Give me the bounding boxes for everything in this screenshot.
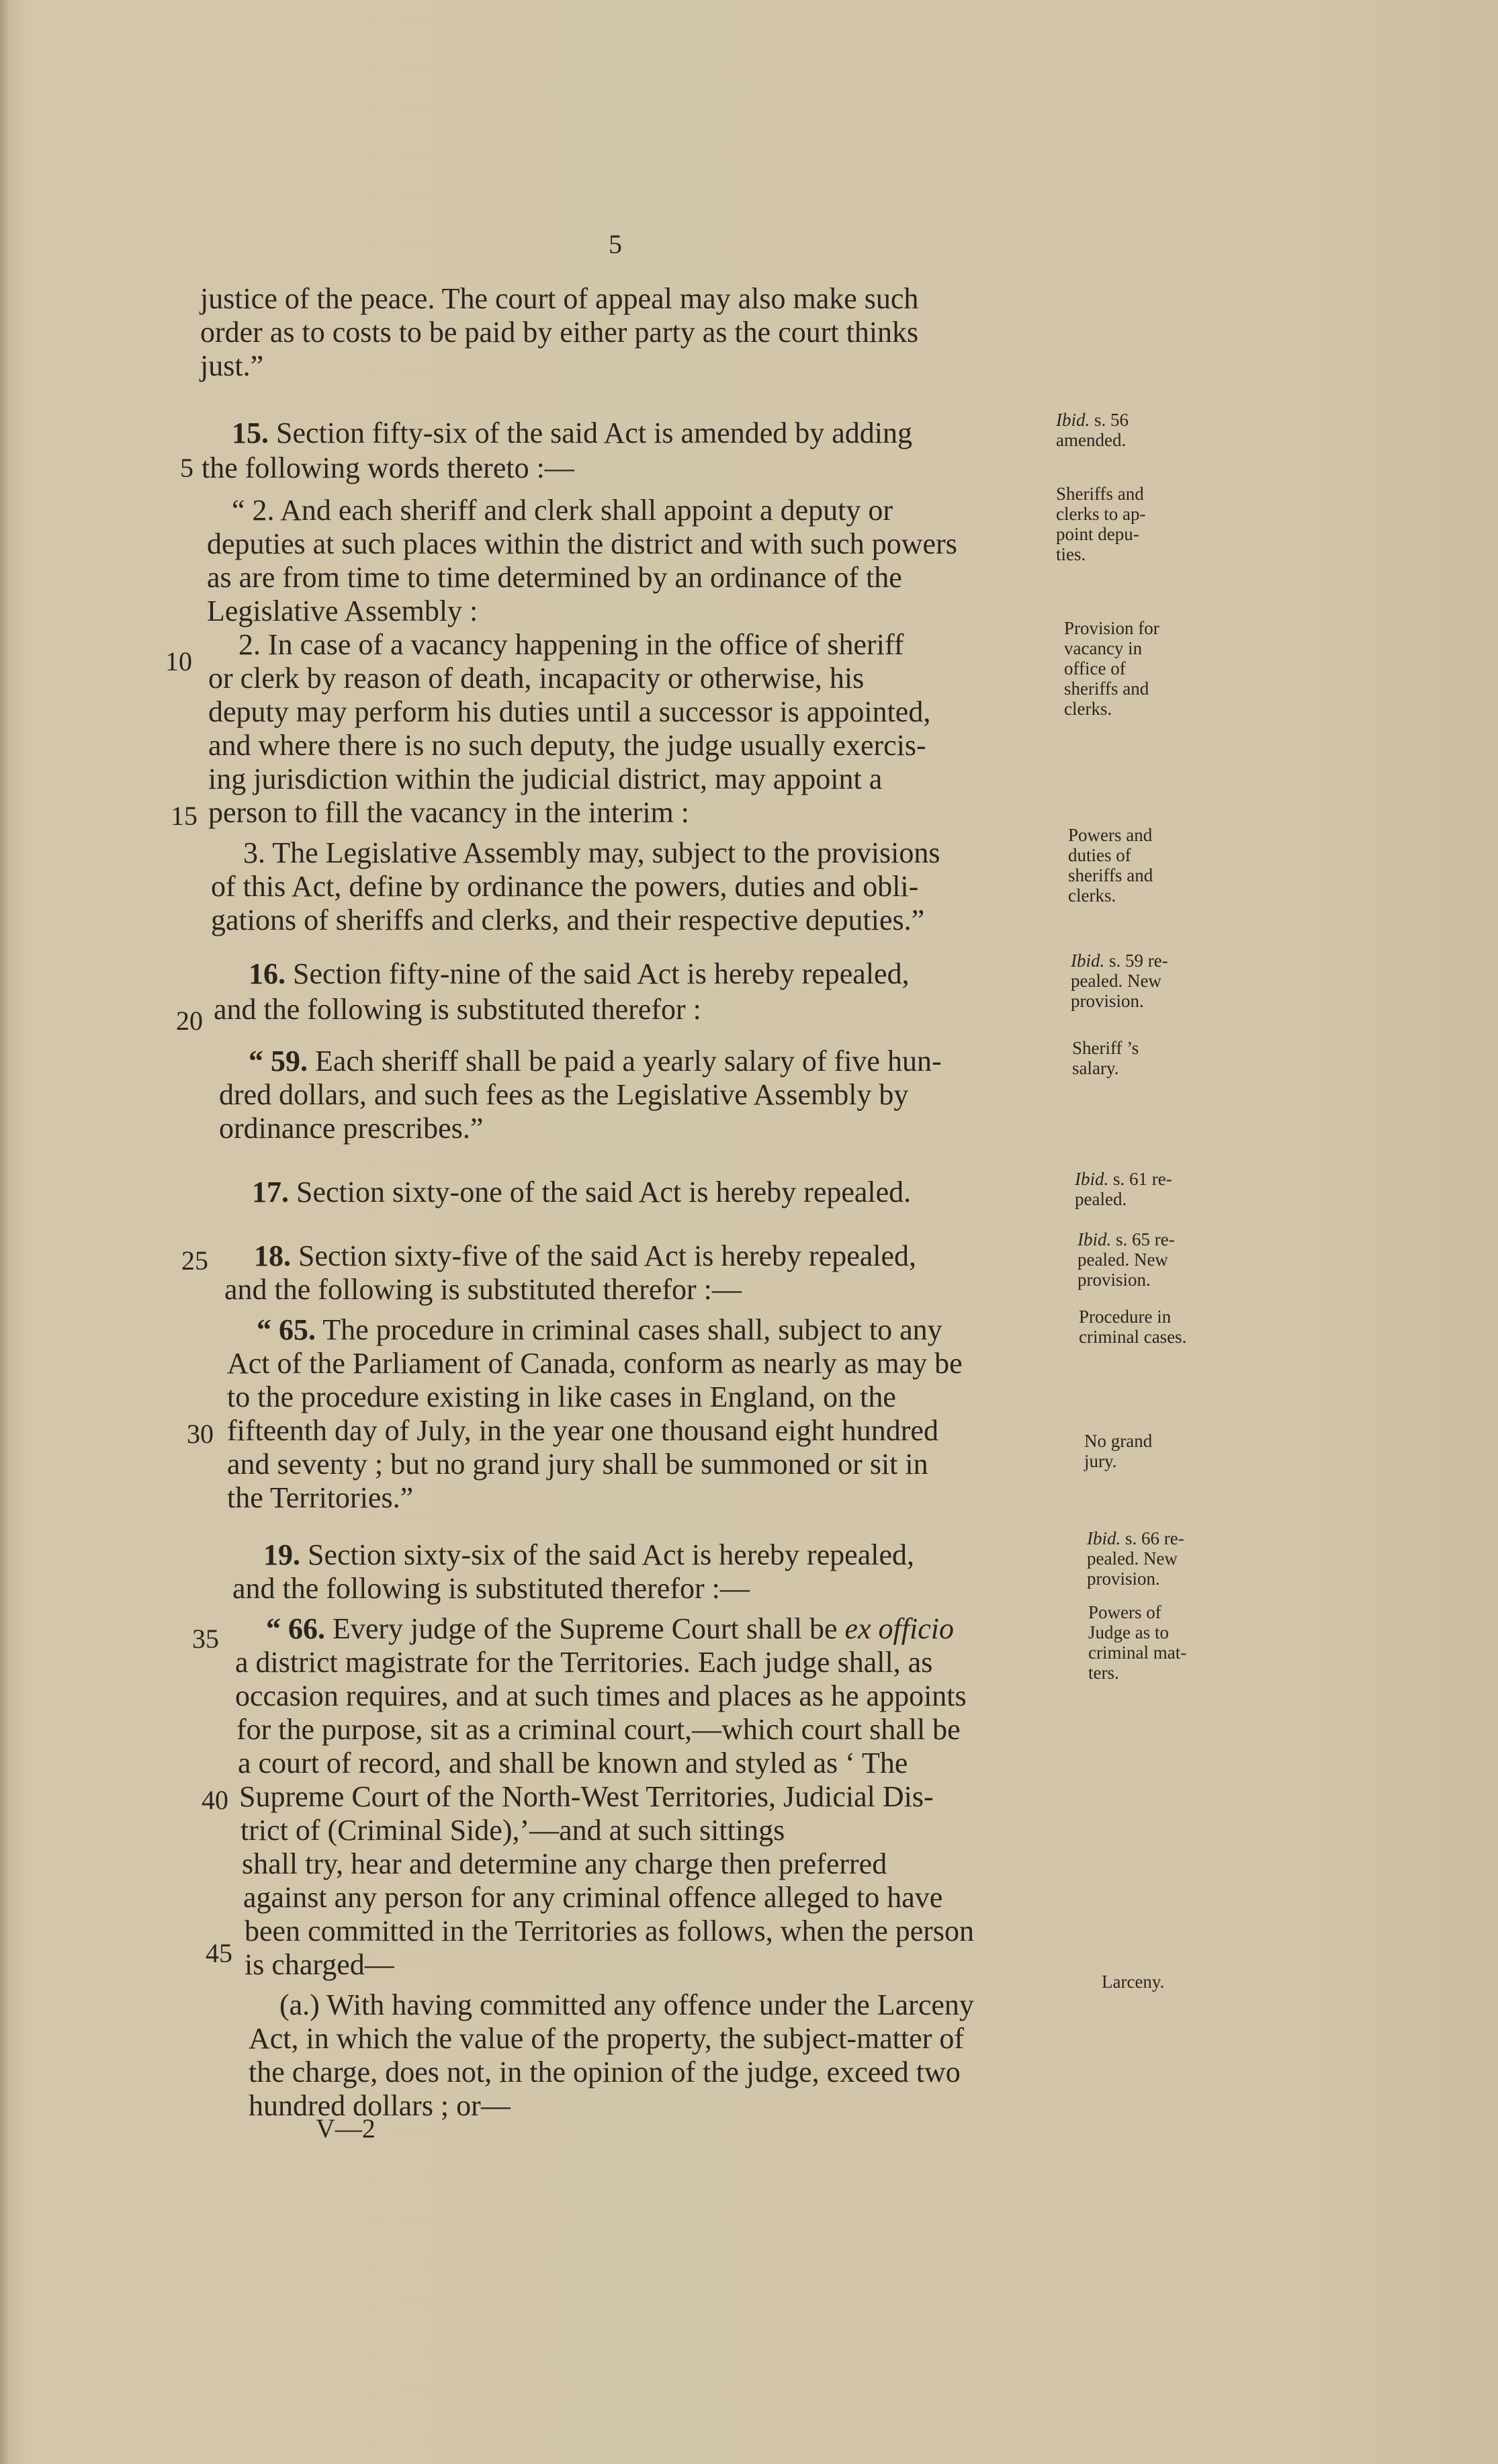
margin-note-line: jury. <box>1084 1451 1117 1471</box>
margin-note <box>1064 618 1159 719</box>
text-line: and the following is substituted therefor :— <box>224 1273 742 1306</box>
margin-note-line: criminal cases. <box>1079 1327 1187 1347</box>
margin-note-line: Powers of <box>1088 1602 1161 1622</box>
margin-note-line: provision. <box>1077 1270 1151 1290</box>
margin-note-line: ters. <box>1088 1663 1119 1683</box>
text-line: to the procedure existing in like cases in England, on the <box>227 1380 896 1413</box>
margin-note-line: clerks. <box>1068 885 1116 906</box>
text-line: 18. Section sixty-five of the said Act is hereby repealed, <box>254 1239 917 1272</box>
margin-note <box>1079 1307 1186 1347</box>
margin-note-line: clerks to ap- <box>1056 504 1146 524</box>
margin-note-line: duties of <box>1068 845 1131 865</box>
text-line: been committed in the Territories as follows, when the person <box>245 1915 975 1947</box>
text-line: as are from time to time determined by an ordinance of the <box>207 561 902 594</box>
margin-note-line: amended. <box>1056 430 1127 450</box>
margin-note <box>1088 1602 1186 1683</box>
text-line: ordinance prescribes.” <box>219 1112 484 1145</box>
line-number: 25 <box>181 1245 208 1276</box>
text-line: “ 66. Every judge of the Supreme Court shall be ex officio <box>266 1612 954 1645</box>
text-line: and the following is substituted therefor : <box>214 993 701 1026</box>
text-line: against any person for any criminal offence alleged to have <box>243 1881 943 1914</box>
margin-note-line: No grand <box>1084 1431 1153 1451</box>
text-line: the Territories.” <box>227 1481 414 1514</box>
text-line: 19. Section sixty-six of the said Act is hereby repealed, <box>263 1538 914 1571</box>
margin-note-line: Sheriff ’s <box>1072 1038 1139 1058</box>
text-line: dred dollars, and such fees as the Legislative Assembly by <box>219 1078 909 1111</box>
text-line: justice of the peace. The court of appeal may also make such <box>200 282 919 315</box>
margin-note-line: Ibid. s. 65 re- <box>1077 1229 1175 1249</box>
margin-note-line: pealed. New <box>1071 971 1161 991</box>
margin-note <box>1084 1431 1152 1471</box>
text-line: 16. Section fifty-nine of the said Act is hereby repealed, <box>249 957 910 990</box>
text-line: the charge, does not, in the opinion of the judge, exceed two <box>249 2056 961 2088</box>
margin-note <box>1068 825 1153 906</box>
text-line: hundred dollars ; or— <box>249 2089 511 2122</box>
margin-note <box>1071 951 1168 1011</box>
margin-note-line: sheriffs and <box>1068 865 1153 885</box>
line-number: 5 <box>180 453 193 483</box>
text-line: is charged— <box>245 1948 394 1981</box>
text-line: a district magistrate for the Territories. Each judge shall, as <box>235 1646 933 1679</box>
margin-note-line: Powers and <box>1068 825 1153 845</box>
text-line: a court of record, and shall be known and styled as ‘ The <box>238 1747 908 1779</box>
text-line: Legislative Assembly : <box>207 595 478 627</box>
margin-note <box>1056 484 1145 564</box>
text-line: “ 59. Each sheriff shall be paid a yearly salary of five hun- <box>249 1045 942 1077</box>
text-line: person to fill the vacancy in the interim : <box>208 796 690 829</box>
margin-note-line: pealed. New <box>1087 1548 1178 1569</box>
margin-note-line: Ibid. s. 66 re- <box>1087 1528 1184 1548</box>
margin-note-line: Provision for <box>1064 618 1159 638</box>
text-line: 3. The Legislative Assembly may, subject to the provisions <box>243 836 940 869</box>
line-number: 45 <box>206 1938 232 1968</box>
margin-note <box>1102 1972 1164 1992</box>
margin-note-line: criminal mat- <box>1088 1642 1187 1663</box>
page-number: 5 <box>609 229 622 259</box>
margin-note-line: salary. <box>1072 1058 1119 1078</box>
margin-note-line: Larceny. <box>1102 1972 1165 1992</box>
line-number: 10 <box>165 646 192 676</box>
margin-note-line: office of <box>1064 658 1126 678</box>
text-line: 2. In case of a vacancy happening in the office of sheriff <box>238 628 904 661</box>
margin-note-line: Sheriffs and <box>1056 484 1144 504</box>
text-line: and seventy ; but no grand jury shall be summoned or sit in <box>227 1448 928 1481</box>
text-line: “ 65. The procedure in criminal cases shall, subject to any <box>257 1313 942 1346</box>
line-number: 30 <box>187 1419 214 1449</box>
margin-note <box>1056 410 1129 450</box>
text-line: 17. Section sixty-one of the said Act is hereby repealed. <box>252 1176 912 1208</box>
margin-note-line: Ibid. s. 59 re- <box>1071 951 1168 971</box>
margin-note-line: pealed. New <box>1077 1249 1168 1270</box>
line-number: 15 <box>171 801 197 831</box>
text-line: deputies at such places within the district and with such powers <box>207 527 957 560</box>
text-line: order as to costs to be paid by either party as the court thinks <box>200 316 919 349</box>
margin-note-line: Ibid. s. 61 re- <box>1075 1169 1172 1189</box>
text-line: and where there is no such deputy, the judge usually exercis- <box>208 729 926 762</box>
signature-mark: V—2 <box>316 2113 376 2144</box>
margin-note-line: point depu- <box>1056 524 1139 544</box>
text-line: gations of sheriffs and clerks, and their respective deputies.” <box>211 904 925 936</box>
margin-note-line: pealed. <box>1075 1189 1127 1209</box>
text-line: the following words thereto :— <box>202 451 574 484</box>
text-line: “ 2. And each sheriff and clerk shall appoint a deputy or <box>232 494 893 527</box>
margin-note-line: Procedure in <box>1079 1307 1172 1327</box>
text-line: trict of (Criminal Side),’—and at such sittings <box>240 1814 785 1847</box>
text-line: just.” <box>200 349 264 382</box>
text-line: of this Act, define by ordinance the powers, duties and obli- <box>211 870 919 903</box>
text-line: Supreme Court of the North-West Territories, Judicial Dis- <box>239 1780 934 1813</box>
margin-note-line: sheriffs and <box>1064 678 1149 699</box>
text-line: Act of the Parliament of Canada, conform as nearly as may be <box>227 1347 963 1380</box>
margin-note-line: ties. <box>1056 544 1086 564</box>
line-number: 20 <box>176 1006 203 1036</box>
text-line: or clerk by reason of death, incapacity or otherwise, his <box>208 662 865 695</box>
margin-note <box>1075 1169 1172 1209</box>
margin-note-line: Judge as to <box>1088 1622 1169 1642</box>
line-number: 35 <box>192 1624 219 1654</box>
text-line: (a.) With having committed any offence under the Larceny <box>279 1988 974 2021</box>
text-line: 15. Section fifty-six of the said Act is amended by adding <box>232 416 913 449</box>
text-line: deputy may perform his duties until a successor is appointed, <box>208 695 931 728</box>
text-line: shall try, hear and determine any charge then preferred <box>242 1847 887 1880</box>
margin-note <box>1072 1038 1139 1078</box>
text-line: fifteenth day of July, in the year one thousand eight hundred <box>227 1414 938 1447</box>
margin-note-line: clerks. <box>1064 699 1112 719</box>
margin-note-line: provision. <box>1071 991 1144 1011</box>
margin-note-line: vacancy in <box>1064 638 1143 658</box>
margin-note <box>1077 1229 1175 1290</box>
text-line: occasion requires, and at such times and places as he appoints <box>235 1679 967 1712</box>
margin-note <box>1087 1528 1184 1589</box>
line-number: 40 <box>202 1785 228 1815</box>
text-line: Act, in which the value of the property, the subject-matter of <box>249 2022 965 2055</box>
margin-note-line: provision. <box>1087 1569 1160 1589</box>
text-line: ing jurisdiction within the judicial district, may appoint a <box>208 762 883 795</box>
margin-note-line: Ibid. s. 56 <box>1056 410 1129 430</box>
text-line: for the purpose, sit as a criminal court,—which court shall be <box>236 1713 961 1746</box>
text-line: and the following is substituted therefor :— <box>232 1572 750 1605</box>
